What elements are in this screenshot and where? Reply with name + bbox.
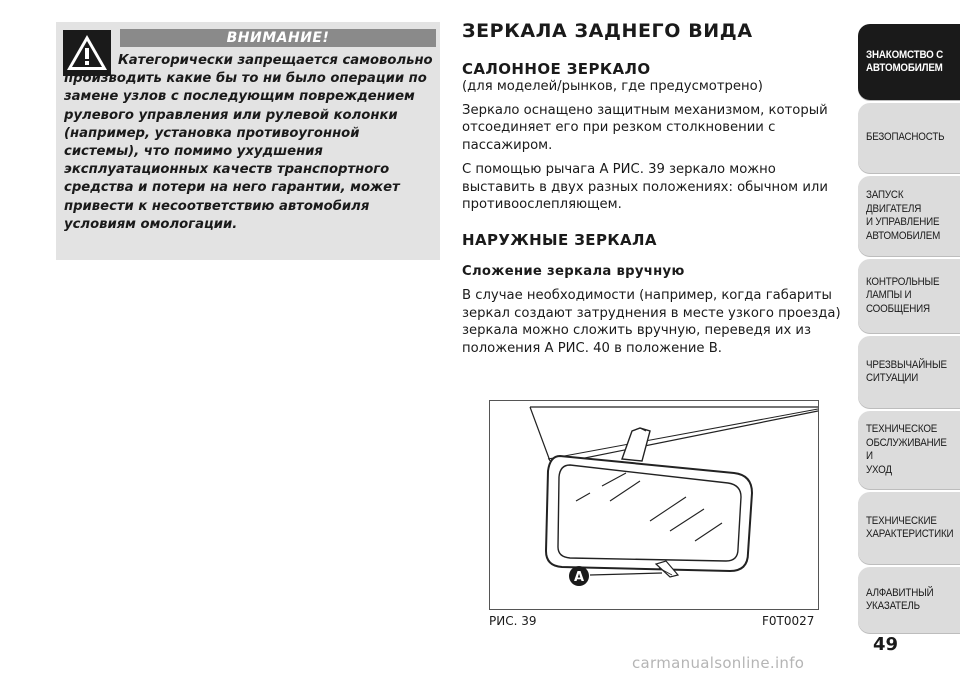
- figure-label-a: A: [573, 570, 585, 585]
- figure-code: F0T0027: [762, 614, 815, 628]
- warning-header: ВНИМАНИЕ!: [120, 29, 436, 47]
- warning-box: [56, 22, 440, 260]
- tab-label: ЗАПУСК ДВИГАТЕЛЯ И УПРАВЛЕНИЕ АВТОМОБИЛЕМ: [866, 189, 941, 242]
- section-heading-interior-mirror: САЛОННОЕ ЗЕРКАЛО: [462, 60, 651, 78]
- main-content: [462, 18, 842, 357]
- tab-safety[interactable]: [858, 103, 960, 173]
- tab-warning-lights[interactable]: [858, 259, 960, 333]
- tab-label: АЛФАВИТНЫЙ УКАЗАТЕЛЬ: [866, 586, 934, 612]
- tab-label: ЗНАКОМСТВО С АВТОМОБИЛЕМ: [866, 48, 944, 74]
- chapter-tabs: [858, 24, 960, 636]
- page-title: ЗЕРКАЛА ЗАДНЕГО ВИДА: [462, 20, 753, 42]
- tab-label: БЕЗОПАСНОСТЬ: [866, 131, 945, 144]
- tab-index[interactable]: [858, 567, 960, 633]
- paragraph-manual-folding: В случае необходимости (например, когда габариты зеркал создают затруднения в месте узкого проезда) зеркала можно сложить вручную, переведя их из положения A РИС. 40 в положение B.: [462, 288, 841, 356]
- tab-emergency[interactable]: [858, 336, 960, 408]
- section-heading-exterior-mirrors: НАРУЖНЫЕ ЗЕРКАЛА: [462, 231, 657, 250]
- tab-label: ТЕХНИЧЕСКИЕ ХАРАКТЕРИСТИКИ: [866, 514, 954, 540]
- tab-getting-to-know[interactable]: [858, 24, 960, 100]
- tab-technical-specs[interactable]: [858, 492, 960, 564]
- tab-maintenance[interactable]: [858, 411, 960, 489]
- paragraph-lever: С помощью рычага A РИС. 39 зеркало можно выставить в двух разных положениях: обычном или противоослепляющем.: [462, 162, 828, 213]
- tab-label: ЧРЕЗВЫЧАЙНЫЕ СИТУАЦИИ: [866, 358, 947, 384]
- figure-rear-view-mirror: [489, 400, 819, 610]
- paragraph-protection: Зеркало оснащено защитным механизмом, который отсоединяет его при резком столкновении с пассажиром.: [462, 103, 828, 153]
- subheading-manual-folding: Сложение зеркала вручную: [462, 264, 685, 280]
- watermark-text: carmanualsonline.info: [632, 654, 805, 672]
- warning-text: Категорически запрещается самовольно производить какие бы то ни было операции по замене узлов с последующим повреждением рулевого управления или рулевой колонки (например, установка противоугонной системы), что помимо ухудшения эксплуатационных качеств транспортного средства и потери на него гарантии, может привести к несоответствию автомобиля условиям омологации.: [64, 53, 433, 232]
- rear-view-mirror-illustration: [490, 401, 818, 609]
- tab-label: КОНТРОЛЬНЫЕ ЛАМПЫ И СООБЩЕНИЯ: [866, 275, 940, 315]
- tab-label: ТЕХНИЧЕСКОЕ ОБСЛУЖИВАНИЕ И УХОД: [866, 423, 947, 476]
- section-subheading-availability: (для моделей/рынков, где предусмотрено): [462, 79, 763, 94]
- page-number: 49: [873, 634, 899, 655]
- tab-starting-and-driving[interactable]: [858, 176, 960, 256]
- figure-caption: РИС. 39: [489, 614, 537, 628]
